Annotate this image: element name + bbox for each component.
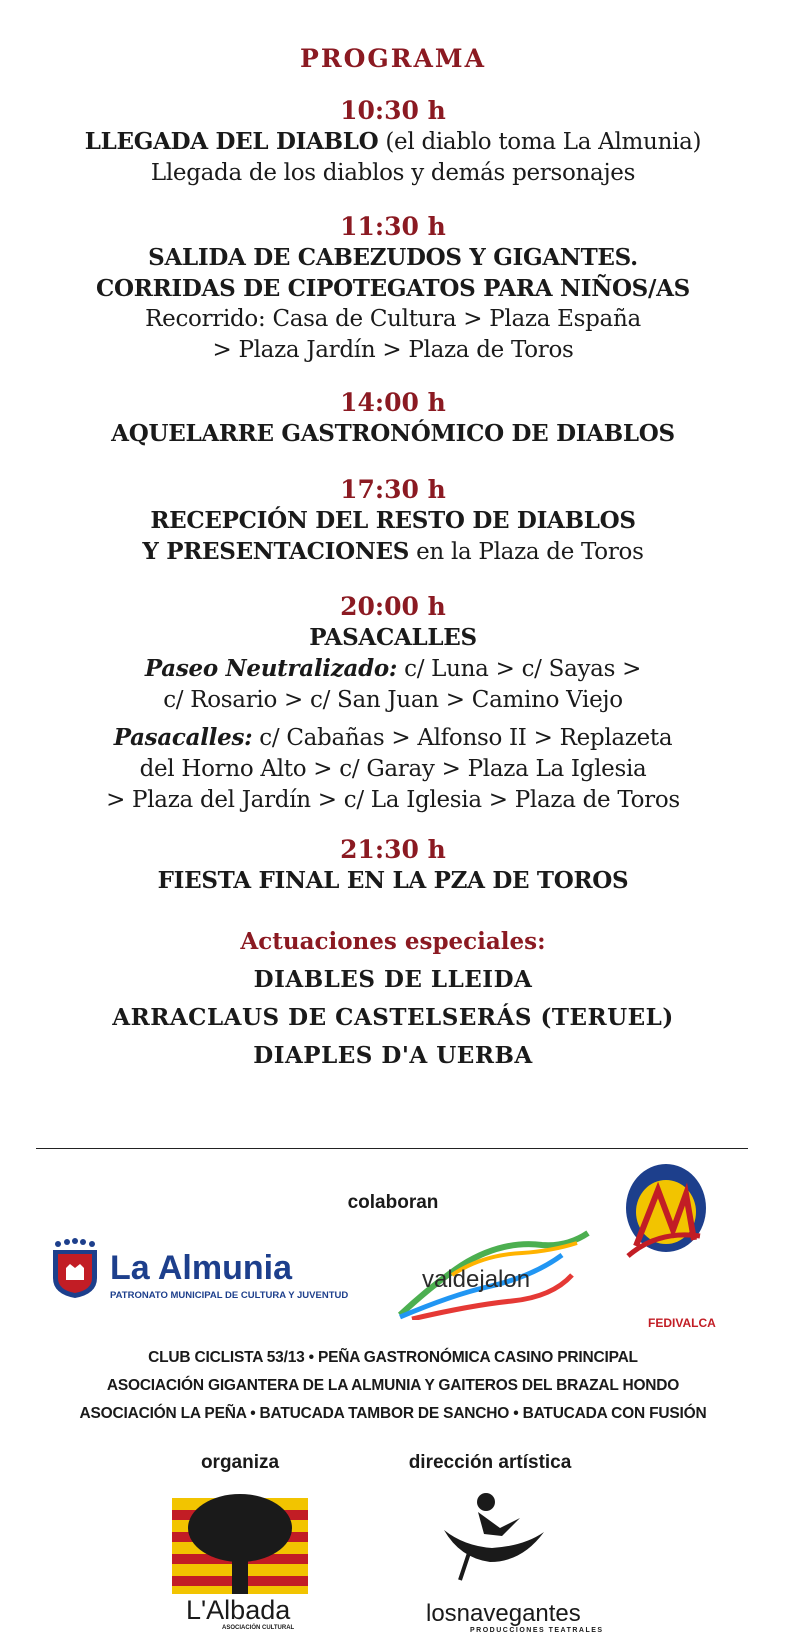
event-time: 10:30 h xyxy=(340,96,446,125)
navegantes-name: losnavegantes xyxy=(426,1600,581,1627)
guest-group: DIABLES DE LLEIDA xyxy=(253,966,533,993)
direccion-label: dirección artística xyxy=(408,1452,572,1473)
event-time: 14:00 h xyxy=(340,388,446,417)
event-note: (el diablo toma La Almunia) xyxy=(378,129,702,155)
event-line: Llegada de los diablos y demás personajes xyxy=(150,160,636,186)
organiza-label: organiza xyxy=(200,1452,280,1473)
event-title: RECEPCIÓN DEL RESTO DE DIABLOS xyxy=(150,507,636,534)
fedivalca-name: FEDIVALCA xyxy=(648,1316,716,1330)
guest-group: DIAPLES D'A UERBA xyxy=(253,1042,533,1069)
event-line xyxy=(0,126,786,158)
event-title: Y PRESENTACIONES xyxy=(142,538,410,565)
event-1400 xyxy=(0,388,786,449)
route-label: Pasacalles: xyxy=(113,724,253,751)
event-title: LLEGADA DEL DIABLO xyxy=(84,128,379,155)
collaborators-label: colaboran xyxy=(347,1192,439,1213)
sponsor-line: ASOCIACIÓN GIGANTERA DE LA ALMUNIA Y GAITEROS DEL BRAZAL HONDO xyxy=(106,1377,680,1394)
route-text: c/ Luna > c/ Sayas > xyxy=(397,656,642,682)
event-1730 xyxy=(0,475,786,568)
divider xyxy=(36,1148,748,1149)
albada-tree-icon xyxy=(172,1488,308,1598)
fedivalca-emblem-icon xyxy=(618,1160,708,1310)
boat-figure-icon xyxy=(440,1488,550,1588)
valdejalon-name: valdejalon xyxy=(422,1266,531,1293)
event-time: 17:30 h xyxy=(340,475,446,504)
event-line xyxy=(0,536,786,568)
event-title: FIESTA FINAL EN LA PZA DE TOROS xyxy=(157,867,629,894)
special-heading: Actuaciones especiales: xyxy=(240,928,546,955)
la-almunia-name: La Almunia xyxy=(110,1249,292,1287)
event-time: 21:30 h xyxy=(340,835,446,864)
route-text: c/ Cabañas > Alfonso II > Replazeta xyxy=(252,725,673,751)
event-route: > Plaza Jardín > Plaza de Toros xyxy=(212,337,574,363)
event-title: CORRIDAS DE CIPOTEGATOS PARA NIÑOS/AS xyxy=(96,275,690,302)
route-line: > Plaza del Jardín > c/ La Iglesia > Plaza de Toros xyxy=(106,787,680,813)
albada-name: L'Albada xyxy=(186,1595,291,1625)
route-line xyxy=(0,653,786,685)
route-label: Paseo Neutralizado: xyxy=(144,655,398,682)
la-almunia-subtitle: PATRONATO MUNICIPAL DE CULTURA Y JUVENTUD xyxy=(110,1290,349,1301)
event-1030 xyxy=(0,96,786,189)
route-line xyxy=(0,722,786,754)
event-title: SALIDA DE CABEZUDOS Y GIGANTES. xyxy=(148,244,638,271)
route-line: c/ Rosario > c/ San Juan > Camino Viejo xyxy=(163,687,623,713)
guest-group: ARRACLAUS DE CASTELSERÁS (TERUEL) xyxy=(112,1004,674,1031)
albada-subtitle: ASOCIACIÓN CULTURAL xyxy=(222,1625,295,1631)
event-2130 xyxy=(0,835,786,896)
event-time: 11:30 h xyxy=(340,212,446,241)
event-1130 xyxy=(0,212,786,366)
event-note: en la Plaza de Toros xyxy=(409,539,644,565)
navegantes-subtitle: PRODUCCIONES TEATRALES xyxy=(470,1627,604,1634)
event-time: 20:00 h xyxy=(340,592,446,621)
sponsor-line: CLUB CICLISTA 53/13 • PEÑA GASTRONÓMICA CASINO PRINCIPAL xyxy=(148,1349,638,1366)
la-almunia-shield-icon xyxy=(50,1238,100,1300)
sponsor-line: ASOCIACIÓN LA PEÑA • BATUCADA TAMBOR DE SANCHO • BATUCADA CON FUSIÓN xyxy=(79,1405,707,1422)
event-2000 xyxy=(0,592,786,816)
page-title: PROGRAMA xyxy=(300,44,486,73)
sponsor-list xyxy=(0,1344,786,1428)
event-title: AQUELARRE GASTRONÓMICO DE DIABLOS xyxy=(111,420,675,447)
special-performances xyxy=(0,928,786,1075)
event-route: Recorrido: Casa de Cultura > Plaza España xyxy=(145,306,641,332)
route-line: del Horno Alto > c/ Garay > Plaza La Iglesia xyxy=(139,756,647,782)
event-title: PASACALLES xyxy=(309,624,477,651)
